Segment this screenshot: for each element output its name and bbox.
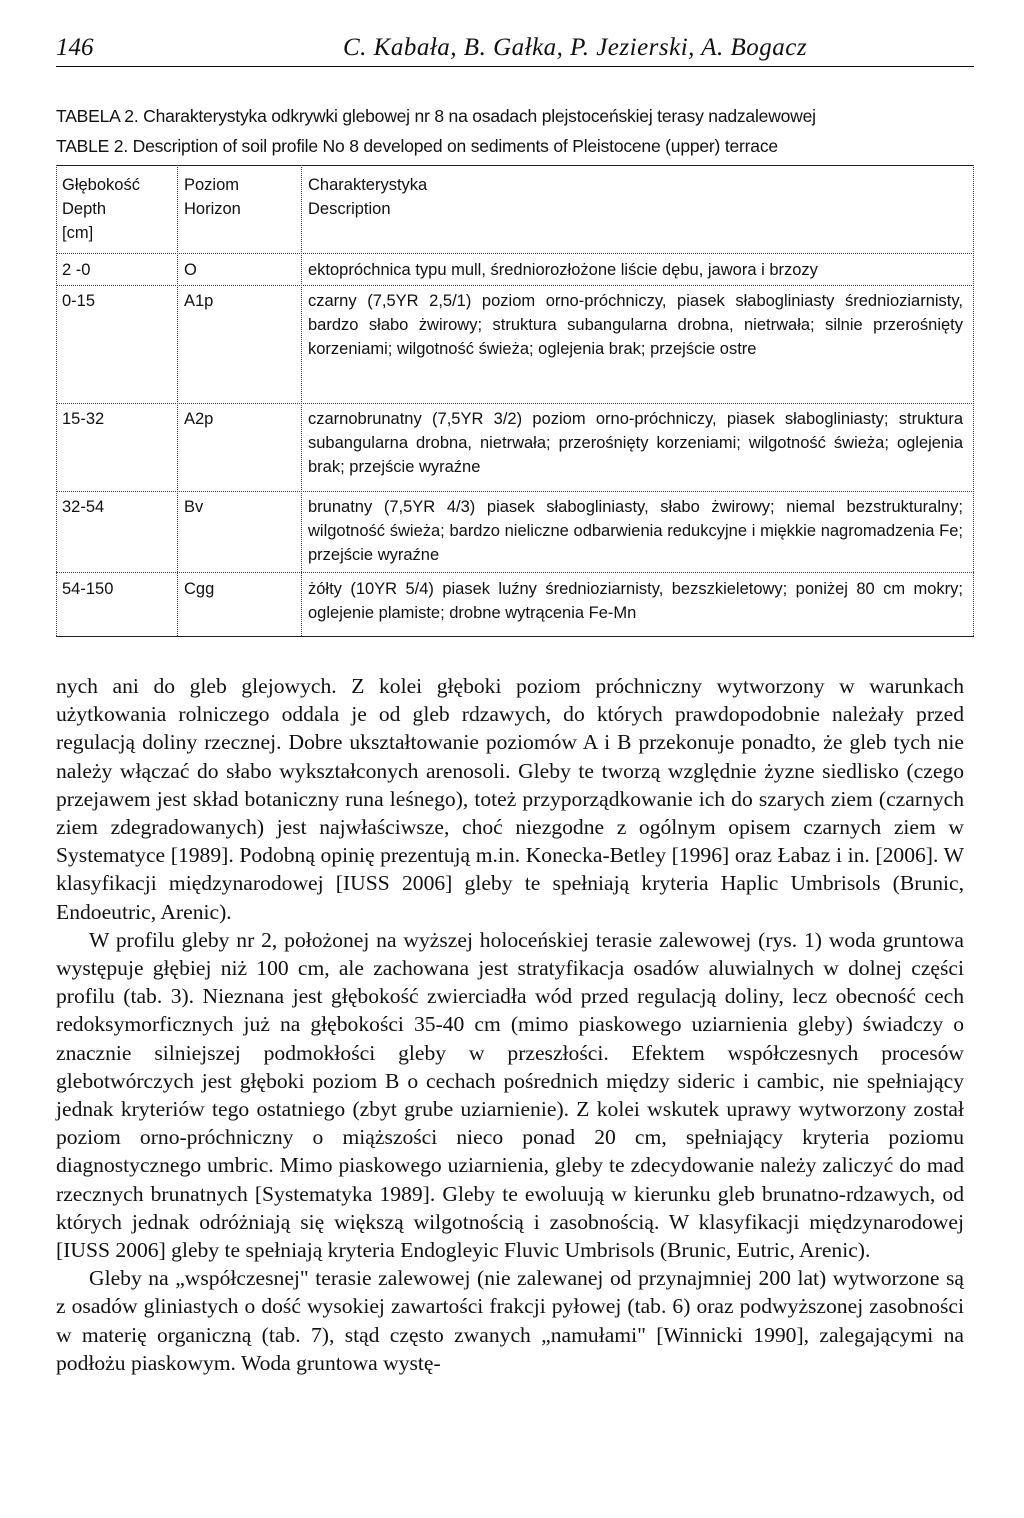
authors: C. Kabała, B. Gałka, P. Jezierski, A. Bogacz <box>343 34 808 61</box>
paragraph: W profilu gleby nr 2, położonej na wyższej holoceńskiej terasie zalewowej (rys. 1) woda gruntowa występuje głębiej niż 100 cm, ale zachowana jest stratyfikacja osadów aluwialnych w dolnej części profilu (tab. 3). Nieznana jest głębokość zwierciadła wód przed regulacją doliny, lecz obecność cech redoksymorficznych już na głębokości 35-40 cm (mimo piaskowego uziarnienia gleby) świadczy o znacznie silniejszej podmokłości gleby w przeszłości. Efektem współczesnych procesów glebotwórczych jest głęboki poziom B o cechach pośrednich między sideric i cambic, nie spełniający jednak kryteriów tego ostatniego (zbyt grube uziarnienie). Z kolei wskutek uprawy wytworzony został poziom orno-próchniczny o miąższości nieco ponad 20 cm, spełniający kryteria poziomu diagnostycznego umbric. Mimo piaskowego uziarnienia, gleby te zdecydowanie należy zaliczyć do mad rzecznych brunatnych [Systematyka 1989]. Gleby te ewoluują w kierunku gleb brunatno-rdzawych, od których jednak odróżniają się większą wilgotnością i zasobnością. W klasyfikacji międzynarodowej [IUSS 2006] gleby te spełniają kryteria Endogleyic Fluvic Umbrisols (Brunic, Eutric, Arenic). <box>56 927 964 1263</box>
body-text <box>56 672 964 1377</box>
cell-depth: 15-32 <box>62 410 105 428</box>
cell-description: czarnobrunatny (7,5YR 3/2) poziom orno-próchniczy, piasek słabogliniasty; struktura subangularna drobna, nietrwała; przerośnięty korzeniami; wilgotność świeża; oglejenia brak; przejście wyraźne <box>308 410 963 476</box>
cell-horizon: O <box>184 261 197 279</box>
table-column-rule <box>56 165 57 636</box>
header-description: Charakterystyka Description <box>308 176 428 218</box>
cell-description: żółty (10YR 5/4) piasek luźny średnioziarnisty, bezszkieletowy; poniżej 80 cm mokry; oglejenie plamiste; drobne wytrącenia Fe-Mn <box>308 580 963 622</box>
cell-depth: 54-150 <box>62 580 114 598</box>
cell-horizon: Bv <box>184 498 204 516</box>
table-caption-en: TABLE 2. Description of soil profile No 8 developed on sediments of Pleistocene (upper) terrace <box>56 136 778 156</box>
paragraph: nych ani do gleb glejowych. Z kolei głęboki poziom próchniczny wytworzony w warunkach użytkowania rolniczego oddala je od gleb rdzawych, do których prawdopodobnie należały przed regulacją doliny rzecznej. Dobre ukształtowanie poziomów A i B przekonuje ponadto, że gleb tych nie należy włączać do słabo wykształconych arenosoli. Gleby te tworzą względnie żyzne siedlisko (czego przejawem jest skład botaniczny runa leśnego), toteż przyporządkowanie ich do szarych ziem (czarnych ziem zdegradowanych) jest najwłaściwsze, choć niezgodne z ogólnym opisem czarnych ziem w Systematyce [1989]. Podobną opinię prezentują m.in. Konecka-Betley [1996] oraz Łabaz i in. [2006]. W klasyfikacji międzynarodowej [IUSS 2006] gleby te spełniają kryteria Haplic Umbrisols (Brunic, Endoeutric, Arenic). <box>56 674 964 924</box>
soil-profile-table <box>56 163 974 638</box>
table-column-rule <box>973 165 974 636</box>
table-rule <box>56 285 974 286</box>
table-column-rule <box>301 165 302 636</box>
header-horizon: Poziom Horizon <box>184 176 241 218</box>
cell-description: czarny (7,5YR 2,5/1) poziom orno-próchniczy, piasek słabogliniasty średnioziarnisty, bardzo słabo żwirowy; struktura subangularna drobna, nietrwała; silnie przerośnięty korzeniami; wilgotność świeża; oglejenia brak; przejście ostre <box>308 292 963 358</box>
header-rule <box>56 66 974 67</box>
cell-depth: 0-15 <box>62 292 96 310</box>
running-head <box>56 34 974 64</box>
paragraph: Gleby na „współczesnej" terasie zalewowej (nie zalewanej od przynajmniej 200 lat) wytworzone są z osadów gliniastych o dość wysokiej zawartości frakcji pyłowej (tab. 6) oraz podwyższonej zasobności w materię organiczną (tab. 7), stąd często zwanych „namułami" [Winnicki 1990], zalegającymi na podłożu piaskowym. Woda gruntowa wystę- <box>56 1266 964 1375</box>
table-caption-pl: TABELA 2. Charakterystyka odkrywki glebowej nr 8 na osadach plejstoceńskiej terasy nadzalewowej <box>56 106 816 126</box>
cell-horizon: A2p <box>184 410 214 428</box>
cell-horizon: A1p <box>184 292 214 310</box>
cell-depth: 2 -0 <box>62 261 91 279</box>
table-rule <box>56 253 974 254</box>
header-depth: Głębokość Depth [cm] <box>62 176 140 242</box>
table-rule <box>56 403 974 404</box>
cell-description: brunatny (7,5YR 4/3) piasek słabogliniasty, słabo żwirowy; niemal bezstrukturalny; wilgotność świeża; bardzo nieliczne odbarwienia redukcyjne i miękkie nagromadzenia Fe; przejście wyraźne <box>308 498 963 564</box>
cell-horizon: Cgg <box>184 580 215 598</box>
table-rule-top <box>56 165 974 166</box>
table-rule <box>56 491 974 492</box>
table-rule <box>56 572 974 573</box>
table-rule-bottom <box>56 636 974 637</box>
table-column-rule <box>177 165 178 636</box>
cell-depth: 32-54 <box>62 498 105 516</box>
page-number: 146 <box>56 34 94 61</box>
cell-description: ektopróchnica typu mull, średniorozłożone liście dębu, jawora i brzozy <box>308 261 818 279</box>
